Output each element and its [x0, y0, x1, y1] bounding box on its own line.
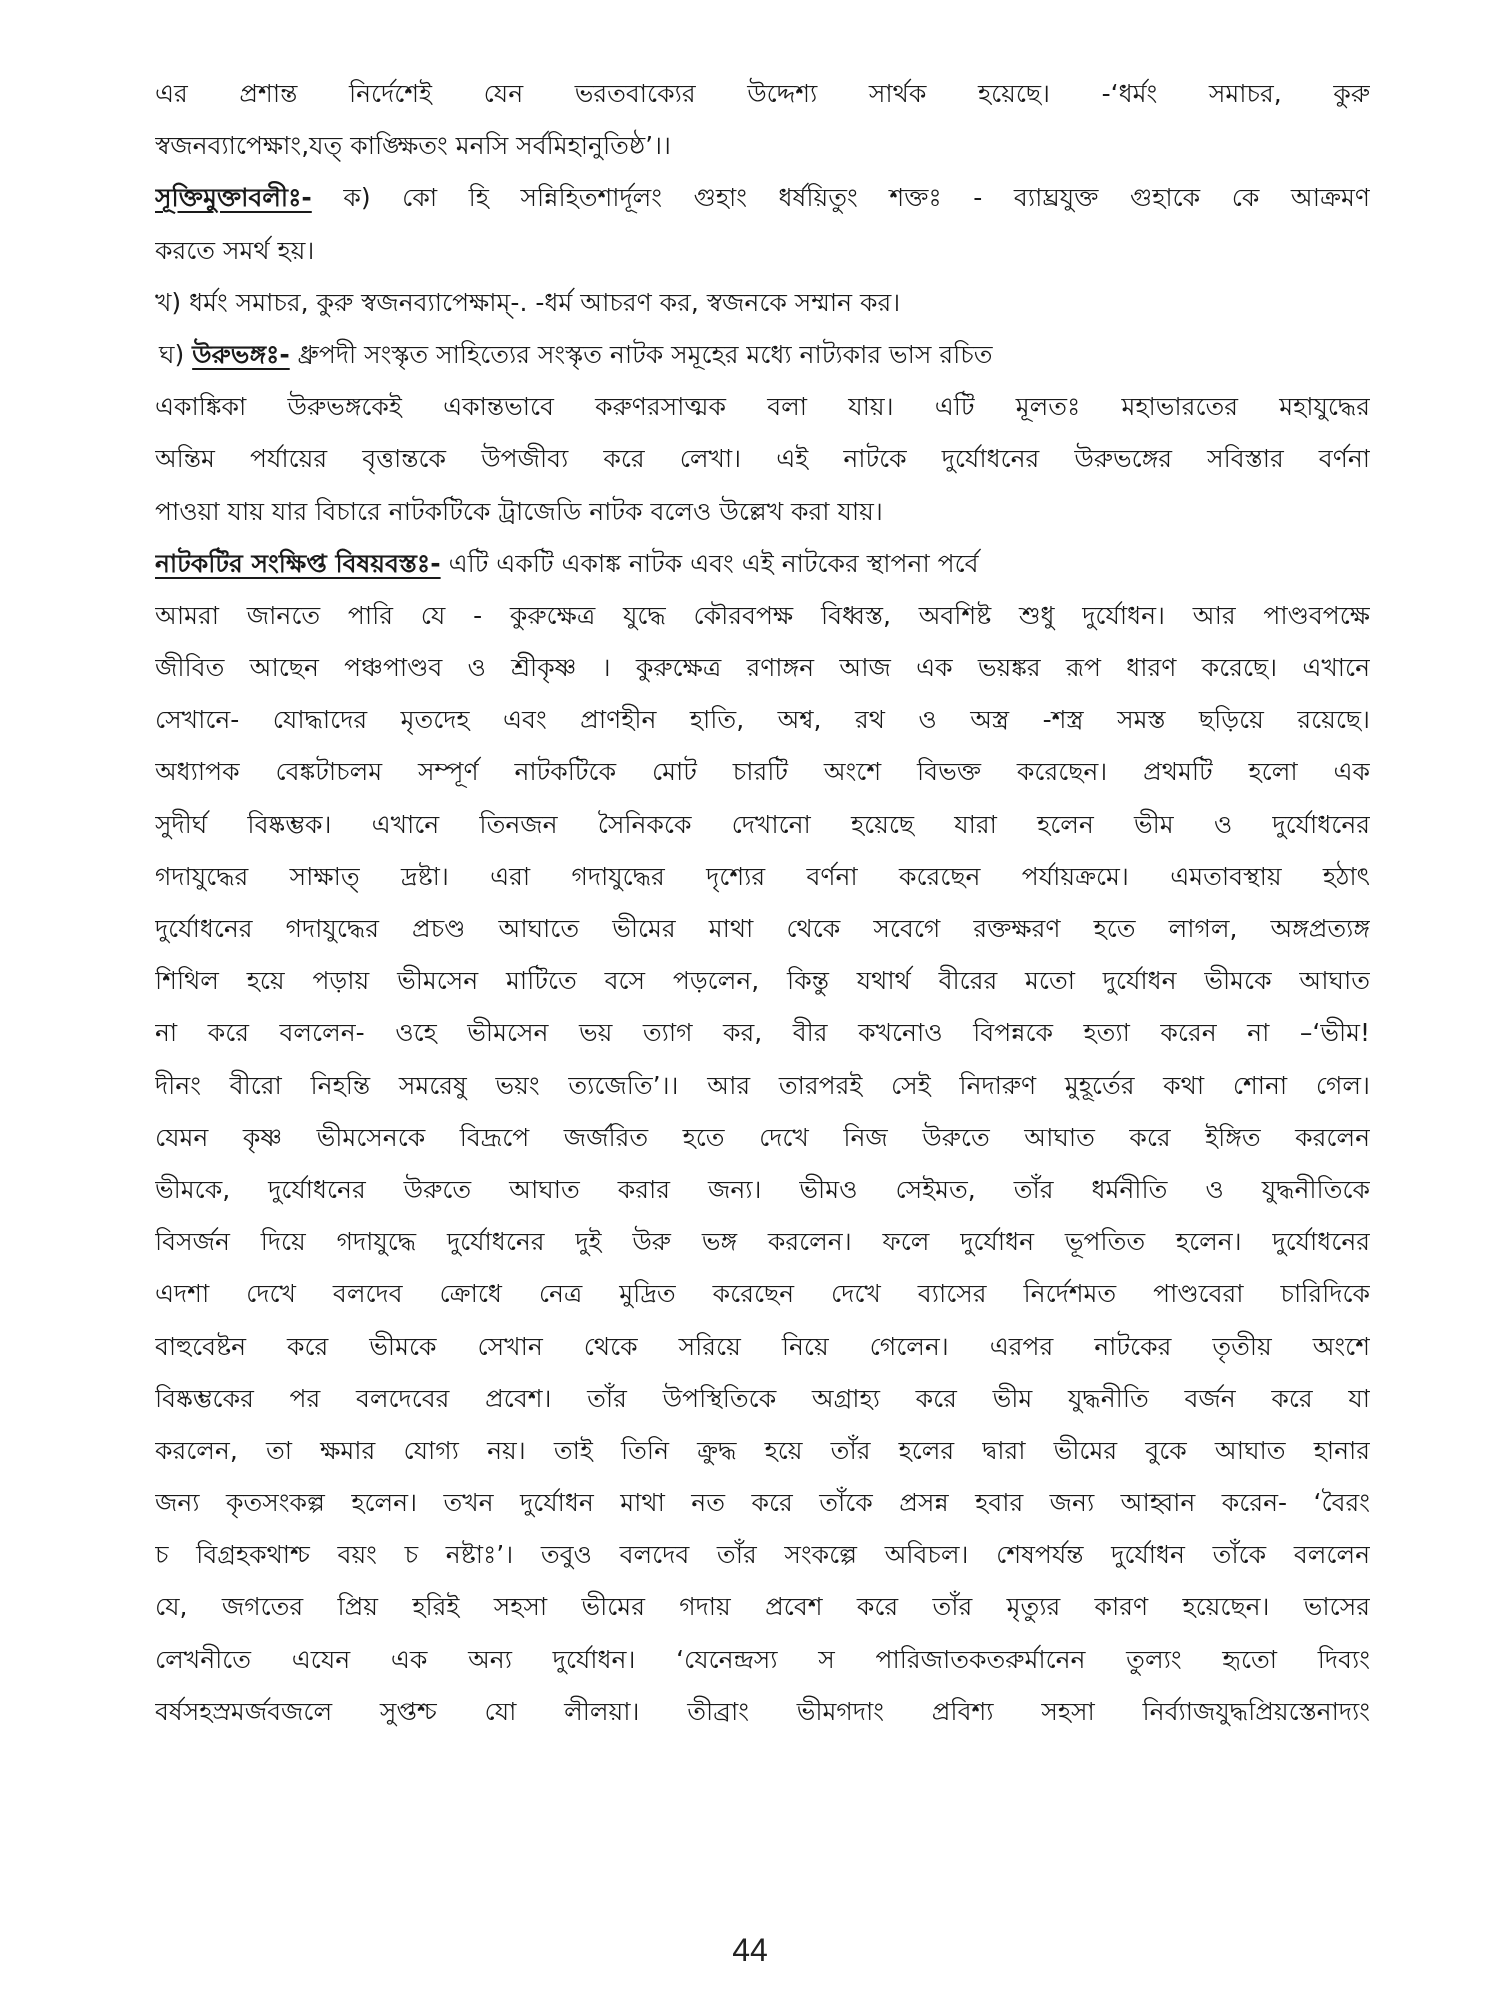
- text-span: ক) কো হি সন্নিহিতশার্দূলং গুহাং ধর্ষয়িতুং শক্তঃ - ব্যাঘ্রযুক্ত গুহাকে কে আক্রমণ: [311, 183, 1370, 213]
- text-line: বিসর্জন দিয়ে গদাযুদ্ধে দুর্যোধনের দুই উরু ভঙ্গ করলেন। ফলে দুর্যোধন ভূপতিত হলেন। দুর্যোধনের: [155, 1227, 1370, 1257]
- text-line: এর প্রশান্ত নির্দেশেই যেন ভরতবাক্যের উদ্দেশ্য সার্থক হয়েছে। -‘ধর্মং সমাচর, কুরু: [155, 79, 1370, 108]
- page-number: 44: [732, 1932, 768, 1968]
- text-line: যে, জগতের প্রিয় হরিই সহসা ভীমের গদায় প্রবেশ করে তাঁর মৃত্যুর কারণ হয়েছেন। ভাসের: [155, 1592, 1370, 1622]
- list-marker: ঘ): [159, 339, 185, 369]
- text-line: খ) ধর্মং সমাচর, কুরু স্বজনব্যাপেক্ষাম্-. -ধর্ম আচরণ কর, স্বজনকে সম্মান কর।: [155, 287, 901, 317]
- text-line: অন্তিম পর্যায়ের বৃত্তান্তকে উপজীব্য করে লেখা। এই নাটকে দুর্যোধনের উরুভঙ্গের সবিস্তার বর্ণনা: [155, 444, 1370, 474]
- sukti-line: [155, 172, 1370, 224]
- text-line: ভীমকে, দুর্যোধনের উরুতে আঘাত করার জন্য। ভীমও সেইমত, তাঁর ধর্মনীতি ও যুদ্ধনীতিকে: [155, 1174, 1370, 1204]
- text-line: বাহুবেষ্টন করে ভীমকে সেখান থেকে সরিয়ে নিয়ে গেলেন। এরপর নাটকের তৃতীয় অংশে: [155, 1331, 1370, 1361]
- text-line: করতে সমর্থ হয়।: [155, 235, 315, 265]
- text-line: জন্য কৃতসংকল্প হলেন। তখন দুর্যোধন মাথা নত করে তাঁকে প্রসন্ন হবার জন্য আহ্বান করেন- ‘বৈরং: [155, 1488, 1370, 1518]
- text-line: গদাযুদ্ধের সাক্ষাত্ দ্রষ্টা। এরা গদাযুদ্ধের দৃশ্যের বর্ণনা করেছেন পর্যায়ক্রমে। এমতাবস্থায় হঠাৎ: [155, 861, 1370, 891]
- text-line: সুদীর্ঘ বিষ্কম্ভক। এখানে তিনজন সৈনিককে দেখানো হয়েছে যারা হলেন ভীম ও দুর্যোধনের: [155, 809, 1370, 839]
- text-line: শিথিল হয়ে পড়ায় ভীমসেন মাটিতে বসে পড়লেন, কিন্তু যথার্থ বীরের মতো দুর্যোধন ভীমকে আঘাত: [155, 966, 1370, 996]
- text-line: জীবিত আছেন পঞ্চপাণ্ডব ও শ্রীকৃষ্ণ । কুরুক্ষেত্র রণাঙ্গন আজ এক ভয়ঙ্কর রূপ ধারণ করেছে। এখানে: [155, 653, 1370, 683]
- page-body: [155, 68, 1370, 1928]
- summary-line: [155, 538, 1370, 590]
- text-line: এদশা দেখে বলদেব ক্রোধে নেত্র মুদ্রিত করেছেন দেখে ব্যাসের নির্দেশমত পাণ্ডবেরা চারিদিকে: [155, 1279, 1370, 1309]
- text-line: বিষ্কম্ভকের পর বলদেবের প্রবেশ। তাঁর উপস্থিতিকে অগ্রাহ্য করে ভীম যুদ্ধনীতি বর্জন করে যা: [155, 1383, 1370, 1413]
- text-line: একাঙ্কিকা উরুভঙ্গকেই একান্তভাবে করুণরসাত্মক বলা যায়। এটি মূলতঃ মহাভারতের মহাযুদ্ধের: [155, 392, 1370, 422]
- section-heading-urubhanga: উরুভঙ্গঃ-: [192, 339, 290, 369]
- text-line: আমরা জানতে পারি যে - কুরুক্ষেত্র যুদ্ধে কৌরবপক্ষ বিধ্বস্ত, অবশিষ্ট শুধু দুর্যোধন। আর পাণ্ডবপক্ষে: [155, 600, 1370, 630]
- text-span: এটি একটি একাঙ্ক নাটক এবং এই নাটকের স্থাপনা পর্বে: [440, 548, 979, 578]
- text-line: পাওয়া যায় যার বিচারে নাটকটিকে ট্রাজেডি নাটক বলেও উল্লেখ করা যায়।: [155, 496, 883, 526]
- text-span: ধ্রুপদী সংস্কৃত সাহিত্যের সংস্কৃত নাটক সমূহের মধ্যে নাট্যকার ভাস রচিত: [289, 339, 993, 369]
- text-line: চ বিগ্রহকথাশ্চ বয়ং চ নষ্টাঃ’। তবুও বলদেব তাঁর সংকল্পে অবিচল। শেষপর্যন্ত দুর্যোধন তাঁকে বললেন: [155, 1540, 1370, 1570]
- text-line: অধ্যাপক বেঙ্কটাচলম সম্পূর্ণ নাটকটিকে মোট চারটি অংশে বিভক্ত করেছেন। প্রথমটি হলো এক: [155, 757, 1370, 787]
- text-line: দীনং বীরো নিহন্তি সমরেষু ভয়ং ত্যজেতি’।। আর তারপরই সেই নিদারুণ মুহূর্তের কথা শোনা গেল।: [155, 1070, 1370, 1100]
- text-line: করলেন, তা ক্ষমার যোগ্য নয়। তাই তিনি ক্রুদ্ধ হয়ে তাঁর হলের দ্বারা ভীমের বুকে আঘাত হানার: [155, 1435, 1370, 1465]
- text-line: দুর্যোধনের গদাযুদ্ধের প্রচণ্ড আঘাতে ভীমের মাথা থেকে সবেগে রক্তক্ষরণ হতে লাগল, অঙ্গপ্রত্যঙ্গ: [155, 914, 1370, 943]
- text-line: বর্ষসহস্রমর্জবজলে সুপ্তশ্চ যো লীলয়া। তীব্রাং ভীমগদাং প্রবিশ্য সহসা নির্ব্যাজযুদ্ধপ্রিয়স্তেনাদ্যং: [155, 1696, 1370, 1726]
- section-heading-sukti: সূক্তিমুক্তাবলীঃ-: [155, 183, 312, 213]
- text-line: লেখনীতে এযেন এক অন্য দুর্যোধন। ‘যেনেন্দ্রস্য স পারিজাতকতরুর্মানেন তুল্যং হৃতো দিব্যং: [155, 1644, 1370, 1674]
- text-line: সেখানে- যোদ্ধাদের মৃতদেহ এবং প্রাণহীন হাতি, অশ্ব, রথ ও অস্ত্র -শস্ত্র সমস্ত ছড়িয়ে রয়েছে।: [155, 705, 1370, 735]
- section-heading-summary: নাটকটির সংক্ষিপ্ত বিষয়বস্তঃ-: [155, 548, 441, 578]
- text-line: না করে বললেন- ওহে ভীমসেন ভয় ত্যাগ কর, বীর কখনোও বিপন্নকে হত্যা করেন না –‘ভীম!: [155, 1018, 1370, 1048]
- urubhanga-line: [155, 329, 1370, 381]
- text-line: স্বজনব্যাপেক্ষাং,যত্ কাঙ্ক্ষিতং মনসি সর্বমিহানুতিষ্ঠ’।।: [155, 131, 671, 161]
- text-line: যেমন কৃষ্ণ ভীমসেনকে বিদ্রূপে জর্জরিত হতে দেখে নিজ উরুতে আঘাত করে ইঙ্গিত করলেন: [155, 1122, 1370, 1152]
